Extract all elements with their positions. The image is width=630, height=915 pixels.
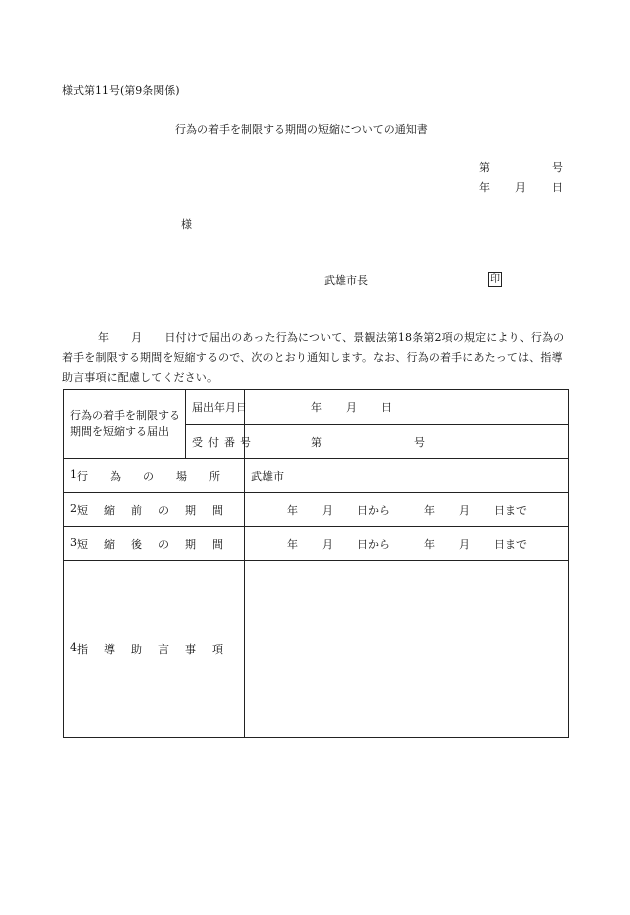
- row-label-location: [64, 459, 245, 493]
- row-value-before-period[interactable]: [245, 493, 569, 527]
- table-row: [64, 493, 569, 527]
- form-number: 様式第11号(第9条関係): [62, 84, 180, 97]
- seal-mark: 印: [490, 274, 500, 285]
- row-label: 指導助言事項: [77, 643, 239, 656]
- addressee-honorific: 様: [181, 218, 192, 231]
- row-label: 行為の場所: [77, 469, 242, 483]
- submission-year: 年: [311, 401, 322, 414]
- date-day-label: 日: [552, 181, 563, 194]
- period-to: 日まで: [494, 537, 527, 551]
- document-number-suffix: 号: [552, 161, 563, 174]
- row-value-guidance[interactable]: [245, 561, 569, 738]
- submission-date-value[interactable]: [245, 390, 569, 425]
- row-label-after-period: [64, 527, 245, 561]
- submission-date-label: 届出年月日: [186, 390, 245, 425]
- row-label-guidance: [64, 561, 245, 738]
- document-title: 行為の着手を制限する期間の短縮についての通知書: [175, 123, 428, 136]
- row-number: 3: [70, 535, 77, 549]
- period-year: 年: [287, 503, 298, 517]
- receipt-number-label: 受付番号: [186, 425, 245, 459]
- table-row: [64, 561, 569, 738]
- row-label: 短縮前の期間: [77, 503, 239, 517]
- submission-day: 日: [381, 401, 392, 414]
- period-year: 年: [287, 537, 298, 551]
- issuer-name: 武雄市長: [324, 274, 368, 287]
- period-month: 月: [322, 537, 333, 551]
- period-year-end: 年: [424, 503, 435, 517]
- location-value: 武雄市: [251, 469, 284, 483]
- row-value-after-period[interactable]: [245, 527, 569, 561]
- header-label-line1: 行為の着手を制限する: [70, 409, 180, 422]
- header-label-line2: 期間を短縮する届出: [70, 425, 169, 438]
- row-number: 2: [70, 501, 77, 515]
- row-number: 1: [70, 467, 77, 481]
- row-label-before-period: [64, 493, 245, 527]
- period-from: 日から: [357, 503, 390, 517]
- period-month-end: 月: [459, 537, 470, 551]
- body-year-label: 年: [98, 331, 110, 344]
- receipt-prefix: 第: [311, 435, 322, 449]
- date-month-label: 月: [515, 181, 526, 194]
- receipt-number-value[interactable]: [245, 425, 569, 459]
- row-value-location[interactable]: [245, 459, 569, 493]
- notice-body: [62, 328, 572, 388]
- body-month-label: 月: [131, 331, 143, 344]
- document-number-label: 第: [479, 161, 490, 174]
- period-month-end: 月: [459, 503, 470, 517]
- period-from: 日から: [357, 537, 390, 551]
- submission-month: 月: [346, 401, 357, 414]
- period-month: 月: [322, 503, 333, 517]
- header-label-cell: [64, 390, 186, 459]
- receipt-suffix: 号: [414, 435, 425, 449]
- period-to: 日まで: [494, 503, 527, 517]
- period-year-end: 年: [424, 537, 435, 551]
- table-row: [64, 459, 569, 493]
- table-row: [64, 390, 569, 425]
- body-text: 日付けで届出のあった行為について、景観法第18条第2項の規定により、行為の着手を制限する期間を短縮するので、次のとおり通知します。なお、行為の着手にあたっては、指導助言事項に配慮してください。: [62, 331, 565, 384]
- notice-table: [63, 389, 569, 738]
- table-row: [64, 527, 569, 561]
- date-year-label: 年: [479, 181, 490, 194]
- row-label: 短縮後の期間: [77, 537, 239, 551]
- row-number: 4: [70, 641, 77, 654]
